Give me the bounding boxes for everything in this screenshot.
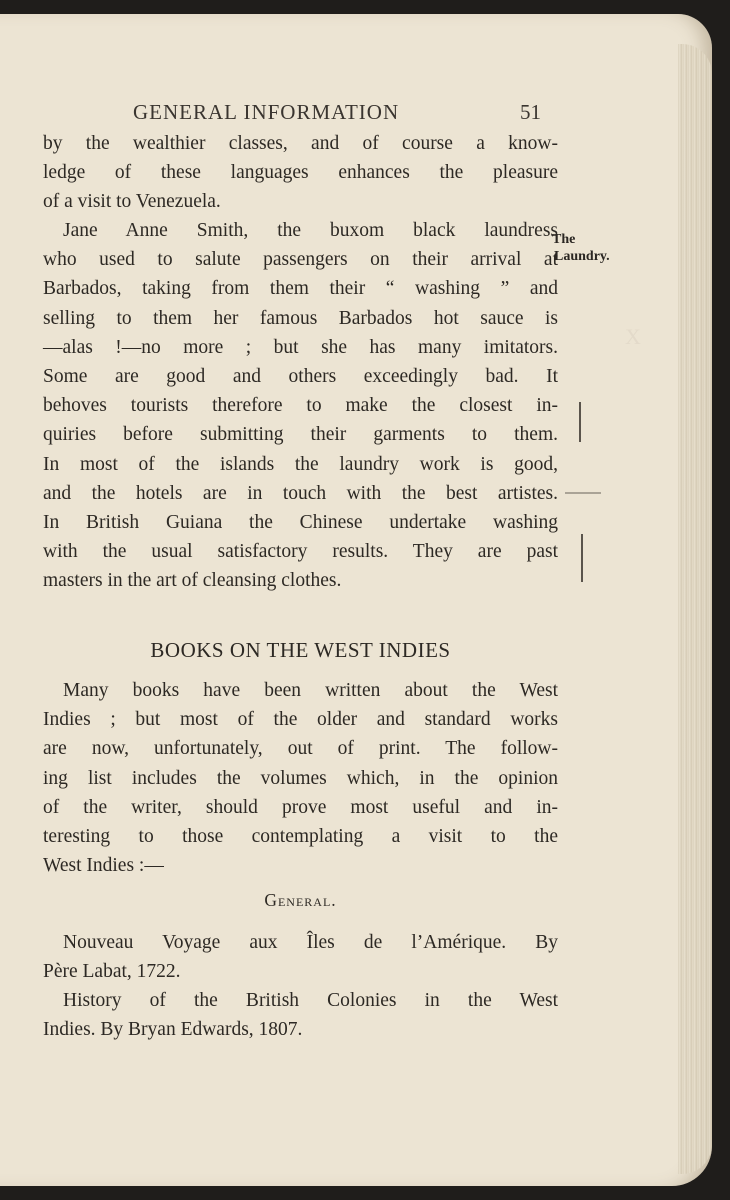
- text-line: Père Labat, 1722.: [43, 961, 181, 983]
- text-line: Jane Anne Smith, the buxom black laundress: [63, 220, 558, 241]
- show-through: X: [625, 324, 641, 349]
- header-title: GENERAL INFORMATION: [133, 100, 400, 124]
- book-entry: [43, 928, 558, 986]
- text-line: masters in the art of cleansing clothes.: [43, 570, 342, 592]
- paragraph-books: [43, 676, 558, 880]
- page-edges: [678, 44, 712, 1174]
- text-line: Barbados, taking from them their “ washing ” and: [43, 278, 558, 300]
- text-line: —alas !—no more ; but she has many imitators.: [43, 336, 558, 358]
- text-line: Nouveau Voyage aux Îles de l’Amérique. By: [63, 932, 558, 953]
- text-line: History of the British Colonies in the West: [63, 990, 558, 1011]
- margin-mark: [565, 492, 601, 494]
- paragraph-languages: [43, 129, 558, 217]
- text-line: Some are good and others exceedingly bad. It: [43, 365, 558, 387]
- margin-note-line: Laundry.: [554, 249, 610, 264]
- text-line: quiries before submitting their garments to them.: [43, 424, 558, 446]
- text-line: Indies ; but most of the older and standard works: [43, 709, 558, 731]
- paragraph-laundry: [43, 216, 558, 595]
- book-page: [0, 14, 712, 1186]
- text-line: with the usual satisfactory results. They are past: [43, 541, 558, 563]
- text-line: who used to salute passengers on their arrival at: [43, 249, 558, 271]
- text-line: selling to them her famous Barbados hot sauce is: [43, 307, 558, 329]
- text-line: by the wealthier classes, and of course a know-: [43, 133, 558, 154]
- margin-mark: [579, 402, 581, 442]
- page-number: 51: [520, 100, 541, 124]
- text-line: Many books have been written about the West: [63, 680, 558, 701]
- margin-mark: [581, 534, 583, 582]
- text-line: In British Guiana the Chinese undertake washing: [43, 511, 558, 533]
- running-header: [0, 100, 700, 132]
- book-entry: [43, 986, 558, 1044]
- text-line: are now, unfortunately, out of print. The follow-: [43, 738, 558, 760]
- text-line: In most of the islands the laundry work is good,: [43, 453, 558, 475]
- text-line: West Indies :—: [43, 855, 164, 877]
- margin-note-line: The: [552, 232, 576, 247]
- section-heading: BOOKS ON THE WEST INDIES: [150, 638, 451, 662]
- text-line: ledge of these languages enhances the pleasure: [43, 162, 558, 184]
- text-line: behoves tourists therefore to make the closest in-: [43, 395, 558, 417]
- margin-note: [552, 231, 610, 265]
- subheading-general: General.: [264, 890, 337, 910]
- text-line: of a visit to Venezuela.: [43, 191, 221, 213]
- text-line: Indies. By Bryan Edwards, 1807.: [43, 1019, 303, 1041]
- text-line: of the writer, should prove most useful and in-: [43, 796, 558, 818]
- text-line: ing list includes the volumes which, in the opinion: [43, 767, 558, 789]
- text-line: and the hotels are in touch with the best artistes.: [43, 482, 558, 504]
- text-line: teresting to those contemplating a visit to the: [43, 825, 558, 847]
